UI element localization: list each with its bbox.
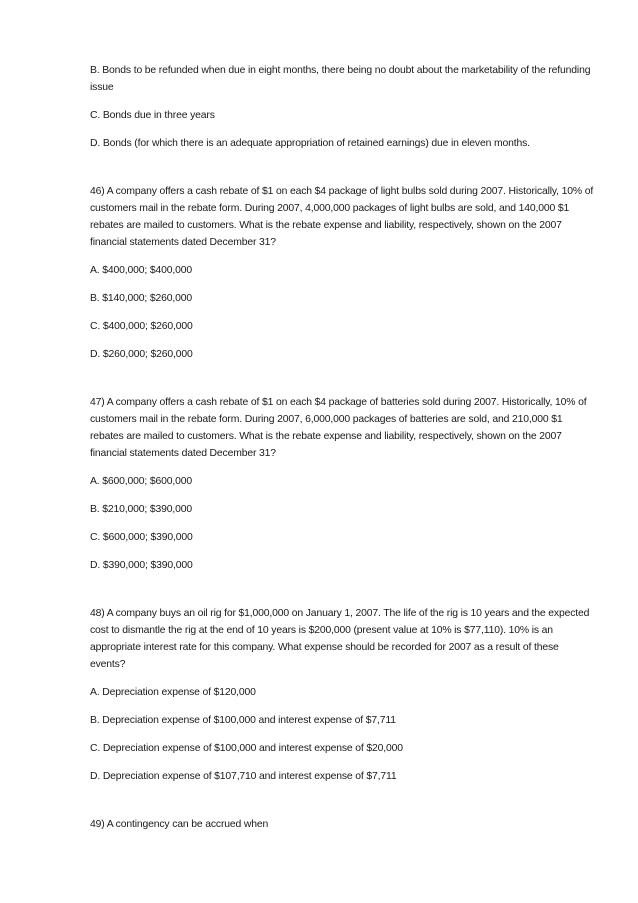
answer-option: D. $260,000; $260,000 [90, 349, 193, 360]
spacer [90, 163, 595, 183]
spacer [90, 585, 595, 605]
question-46 [90, 183, 595, 363]
spacer [90, 796, 595, 816]
answer-option: C. $400,000; $260,000 [90, 321, 193, 332]
carryover-option-d: D. Bonds (for which there is an adequate appropriation of retained earnings) due in eleven months. [90, 138, 530, 149]
carryover-option-b: B. Bonds to be refunded when due in eight months, there being no doubt about the marketability of the refunding issue [90, 65, 591, 93]
question-text: 48) A company buys an oil rig for $1,000,000 on January 1, 2007. The life of the rig is 10 years and the expected cost to dismantle the rig at the end of 10 years is $200,000 (present value at 10% is $77,110). 10% is an appropriate interest rate for this company. What expense should be recorded for 2007 as a result of these events? [90, 608, 590, 670]
question-text: 47) A company offers a cash rebate of $1 on each $4 package of batteries sold during 2007. Historically, 10% of customers mail in the rebate form. During 2007, 6,000,000 packages of batteries are sold, and 210,000 $1 rebates are mailed to customers. What is the rebate expense and liability, respectively, shown on the 2007 financial statements dated December 31? [90, 397, 587, 459]
question-49 [90, 816, 595, 833]
answer-option: A. $600,000; $600,000 [90, 476, 193, 487]
answer-option: B. Depreciation expense of $100,000 and interest expense of $7,711 [90, 715, 396, 726]
question-text: 46) A company offers a cash rebate of $1 on each $4 package of light bulbs sold during 2007. Historically, 10% of customers mail in the rebate form. During 2007, 4,000,000 packages of light bulbs are sold, and 140,000 $1 rebates are mailed to customers. What is the rebate expense and liability, respectively, shown on the 2007 financial statements dated December 31? [90, 186, 594, 248]
answer-option: C. $600,000; $390,000 [90, 532, 193, 543]
question-48 [90, 605, 595, 785]
answer-option: B. $140,000; $260,000 [90, 293, 193, 304]
carryover-option-c: C. Bonds due in three years [90, 110, 215, 121]
answer-option: D. Depreciation expense of $107,710 and interest expense of $7,711 [90, 771, 397, 782]
spacer [90, 374, 595, 394]
answer-option: C. Depreciation expense of $100,000 and interest expense of $20,000 [90, 743, 403, 754]
question-text: 49) A contingency can be accrued when [90, 819, 269, 830]
document-page [90, 62, 595, 844]
answer-option: D. $390,000; $390,000 [90, 560, 193, 571]
answer-option: A. Depreciation expense of $120,000 [90, 687, 256, 698]
answer-option: B. $210,000; $390,000 [90, 504, 193, 515]
question-47 [90, 394, 595, 574]
answer-option: A. $400,000; $400,000 [90, 265, 193, 276]
